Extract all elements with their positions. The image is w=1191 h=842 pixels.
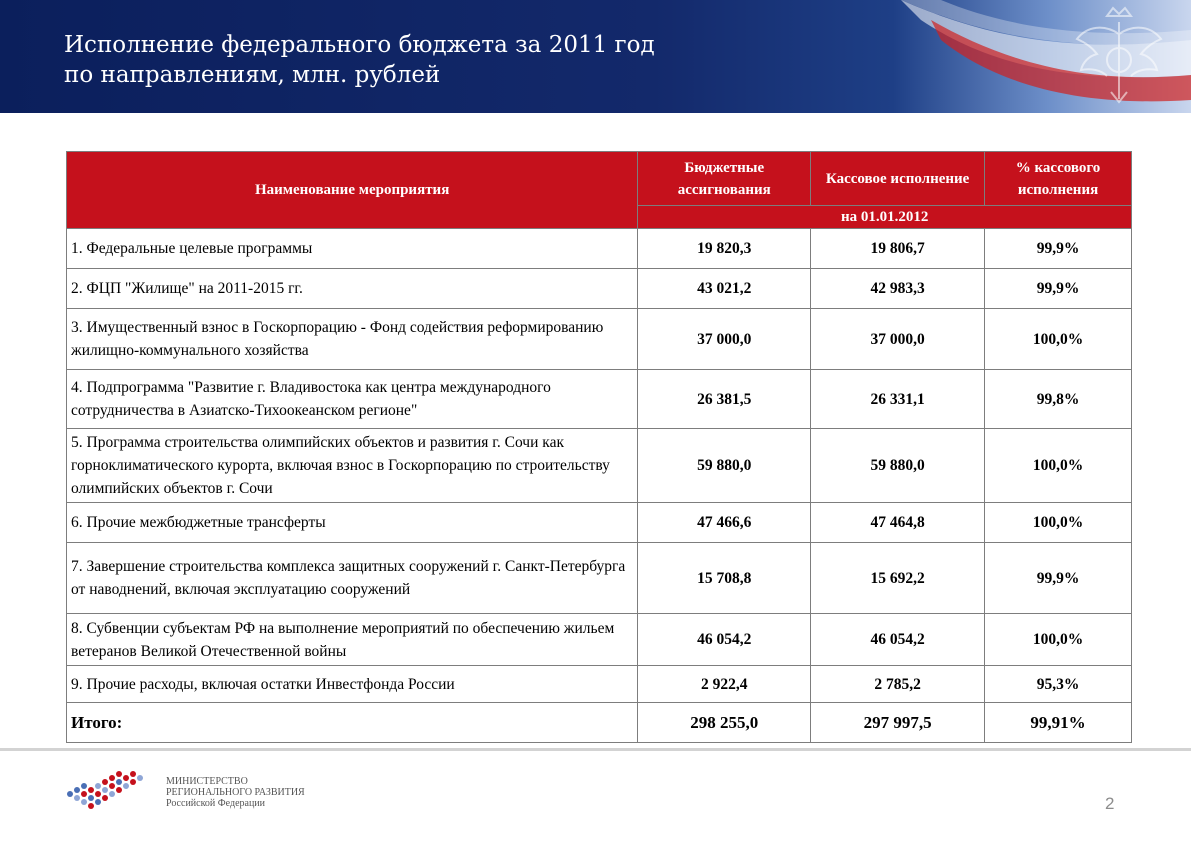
- row-allocations: 2 922,4: [638, 666, 811, 703]
- page-title: [64, 30, 764, 90]
- total-execution: 297 997,5: [811, 703, 985, 743]
- total-name: Итого:: [67, 703, 638, 743]
- row-allocations: 26 381,5: [638, 370, 811, 429]
- row-allocations: 15 708,8: [638, 543, 811, 614]
- row-execution: 19 806,7: [811, 229, 985, 269]
- row-name: 6. Прочие межбюджетные трансферты: [67, 503, 638, 543]
- table-row: [67, 614, 1132, 666]
- table-row: [67, 503, 1132, 543]
- row-allocations: 43 021,2: [638, 269, 811, 309]
- row-allocations: 37 000,0: [638, 309, 811, 370]
- row-execution: 47 464,8: [811, 503, 985, 543]
- row-percent: 99,9%: [985, 229, 1132, 269]
- row-allocations: 46 054,2: [638, 614, 811, 666]
- budget-table: [66, 151, 1132, 743]
- row-percent: 100,0%: [985, 309, 1132, 370]
- total-allocations: 298 255,0: [638, 703, 811, 743]
- row-execution: 15 692,2: [811, 543, 985, 614]
- title-line-1: Исполнение федерального бюджета за 2011 год: [64, 32, 655, 58]
- table-row: [67, 269, 1132, 309]
- row-percent: 100,0%: [985, 429, 1132, 503]
- ministry-logo-icon: [62, 766, 152, 816]
- row-percent: 100,0%: [985, 614, 1132, 666]
- row-allocations: 19 820,3: [638, 229, 811, 269]
- row-name: 1. Федеральные целевые программы: [67, 229, 638, 269]
- ministry-line-3: Российской Федерации: [166, 798, 266, 809]
- column-header-name: Наименование мероприятия: [67, 152, 638, 229]
- row-allocations: 47 466,6: [638, 503, 811, 543]
- row-name: 2. ФЦП "Жилище" на 2011-2015 гг.: [67, 269, 638, 309]
- row-name: 4. Подпрограмма "Развитие г. Владивостока как центра международного сотрудничества в Азиатско-Тихоокеанском регионе": [67, 370, 638, 429]
- row-percent: 100,0%: [985, 503, 1132, 543]
- row-percent: 99,9%: [985, 543, 1132, 614]
- row-execution: 59 880,0: [811, 429, 985, 503]
- row-name: 7. Завершение строительства комплекса защитных сооружений г. Санкт-Петербурга от наводнений, включая эксплуатацию сооружений: [67, 543, 638, 614]
- row-execution: 42 983,3: [811, 269, 985, 309]
- table-row: [67, 666, 1132, 703]
- ministry-line-1: МИНИСТЕРСТВО: [166, 776, 248, 787]
- table-row: [67, 543, 1132, 614]
- column-header-allocations: Бюджетные ассигнования: [638, 152, 811, 206]
- row-name: 8. Субвенции субъектам РФ на выполнение мероприятий по обеспечению жильем ветеранов Великой Отечественной войны: [67, 614, 638, 666]
- total-row: [67, 703, 1132, 743]
- column-header-execution: Кассовое исполнение: [811, 152, 985, 206]
- ministry-name: [166, 776, 305, 809]
- row-execution: 46 054,2: [811, 614, 985, 666]
- column-header-date-note: на 01.01.2012: [638, 206, 1132, 229]
- column-header-percent: % кассового исполнения: [985, 152, 1132, 206]
- page-number: 2: [1105, 794, 1115, 813]
- row-name: 5. Программа строительства олимпийских объектов и развития г. Сочи как горноклиматического курорта, включая взнос в Госкорпорацию по строительству олимпийских объектов г. Сочи: [67, 429, 638, 503]
- footer-divider: [0, 748, 1191, 751]
- coat-of-arms-icon: [1069, 4, 1169, 108]
- ministry-line-2: РЕГИОНАЛЬНОГО РАЗВИТИЯ: [166, 787, 305, 798]
- table-row: [67, 309, 1132, 370]
- table-row: [67, 370, 1132, 429]
- row-execution: 37 000,0: [811, 309, 985, 370]
- row-execution: 26 331,1: [811, 370, 985, 429]
- title-line-2: по направлениям, млн. рублей: [64, 62, 441, 88]
- row-execution: 2 785,2: [811, 666, 985, 703]
- table-row: [67, 429, 1132, 503]
- total-percent: 99,91%: [985, 703, 1132, 743]
- row-percent: 99,8%: [985, 370, 1132, 429]
- row-percent: 99,9%: [985, 269, 1132, 309]
- table-row: [67, 229, 1132, 269]
- row-allocations: 59 880,0: [638, 429, 811, 503]
- row-name: 3. Имущественный взнос в Госкорпорацию - Фонд содействия реформированию жилищно-коммунального хозяйства: [67, 309, 638, 370]
- row-percent: 95,3%: [985, 666, 1132, 703]
- row-name: 9. Прочие расходы, включая остатки Инвестфонда России: [67, 666, 638, 703]
- header-banner: [0, 0, 1191, 113]
